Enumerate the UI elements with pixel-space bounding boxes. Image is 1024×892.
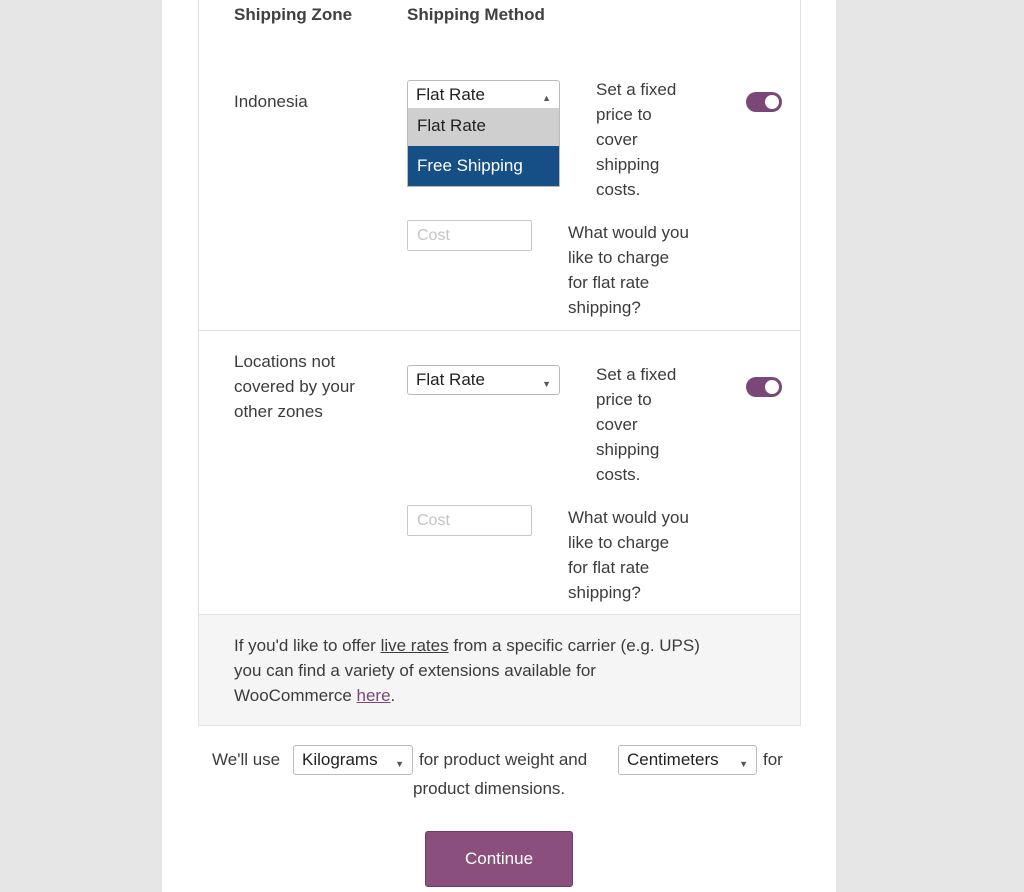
cost-input-indonesia[interactable]: Cost — [407, 220, 532, 251]
enable-toggle-other[interactable] — [746, 377, 782, 397]
desc-line: shipping? — [568, 583, 641, 602]
desc-line: What would you — [568, 508, 689, 527]
info-line-3 — [234, 683, 794, 708]
desc-line: costs. — [596, 180, 641, 199]
weight-unit-label: Kilograms — [302, 750, 378, 769]
desc-line: price to — [596, 390, 652, 409]
desc-line: Set a fixed — [596, 80, 677, 99]
toggle-knob — [765, 380, 779, 394]
live-rates-text — [234, 633, 794, 708]
zone-line: Locations not — [234, 352, 336, 371]
selected-method-label: Flat Rate — [416, 370, 485, 389]
shipping-method-dropdown — [407, 108, 560, 187]
zone-name-other-locations — [234, 349, 355, 424]
zone-line: other zones — [234, 402, 323, 421]
info-line-1 — [234, 633, 794, 658]
desc-line: shipping? — [568, 298, 641, 317]
row-divider — [198, 330, 801, 331]
desc-line: cover — [596, 415, 638, 434]
chevron-down-icon: ▼ — [395, 759, 404, 769]
chevron-down-icon: ▼ — [542, 379, 551, 389]
info-text: If you'd like to offer — [234, 636, 381, 655]
zone-line: covered by your — [234, 377, 355, 396]
selected-method-label: Flat Rate — [416, 85, 485, 104]
method-description-indonesia — [596, 77, 676, 202]
units-prefix: We'll use — [212, 750, 281, 769]
desc-line: costs. — [596, 465, 641, 484]
desc-line: like to charge — [568, 533, 670, 552]
method-description-other — [596, 362, 676, 487]
chevron-up-icon: ▲ — [542, 93, 551, 103]
cost-description-other — [568, 505, 689, 605]
continue-button[interactable]: Continue — [425, 831, 573, 887]
desc-line: for flat rate — [568, 273, 650, 292]
option-free-shipping[interactable]: Free Shipping — [408, 146, 559, 186]
info-line-2: you can find a variety of extensions available for — [234, 661, 596, 680]
cost-description-indonesia — [568, 220, 689, 320]
desc-line: for flat rate — [568, 558, 650, 577]
desc-line: What would you — [568, 223, 689, 242]
chevron-down-icon: ▼ — [739, 759, 748, 769]
desc-line: price to — [596, 105, 652, 124]
weight-unit-select[interactable] — [293, 745, 413, 775]
desc-line: like to charge — [568, 248, 670, 267]
option-flat-rate[interactable]: Flat Rate — [408, 108, 559, 146]
cost-input-other[interactable]: Cost — [407, 505, 532, 536]
header-shipping-zone: Shipping Zone — [234, 5, 353, 24]
live-rates-link[interactable]: live rates — [380, 636, 449, 655]
here-link[interactable]: here — [356, 686, 391, 705]
units-line-2: product dimensions. — [413, 779, 566, 798]
desc-line: shipping — [596, 155, 660, 174]
shipping-method-select-other[interactable] — [407, 365, 560, 395]
enable-toggle-indonesia[interactable] — [746, 92, 782, 112]
shipping-method-select-indonesia[interactable] — [407, 80, 560, 110]
dimension-unit-select[interactable] — [618, 745, 757, 775]
info-text: from a specific carrier (e.g. UPS) — [448, 636, 700, 655]
info-text: . — [390, 686, 396, 705]
dimension-unit-label: Centimeters — [627, 750, 719, 769]
desc-line: Set a fixed — [596, 365, 677, 384]
toggle-knob — [765, 95, 779, 109]
units-suffix: for — [763, 750, 783, 769]
units-middle: for product weight and — [419, 750, 588, 769]
desc-line: shipping — [596, 440, 660, 459]
desc-line: cover — [596, 130, 638, 149]
zone-name-indonesia: Indonesia — [234, 92, 308, 111]
header-shipping-method: Shipping Method — [407, 5, 545, 24]
info-text: WooCommerce — [234, 686, 357, 705]
